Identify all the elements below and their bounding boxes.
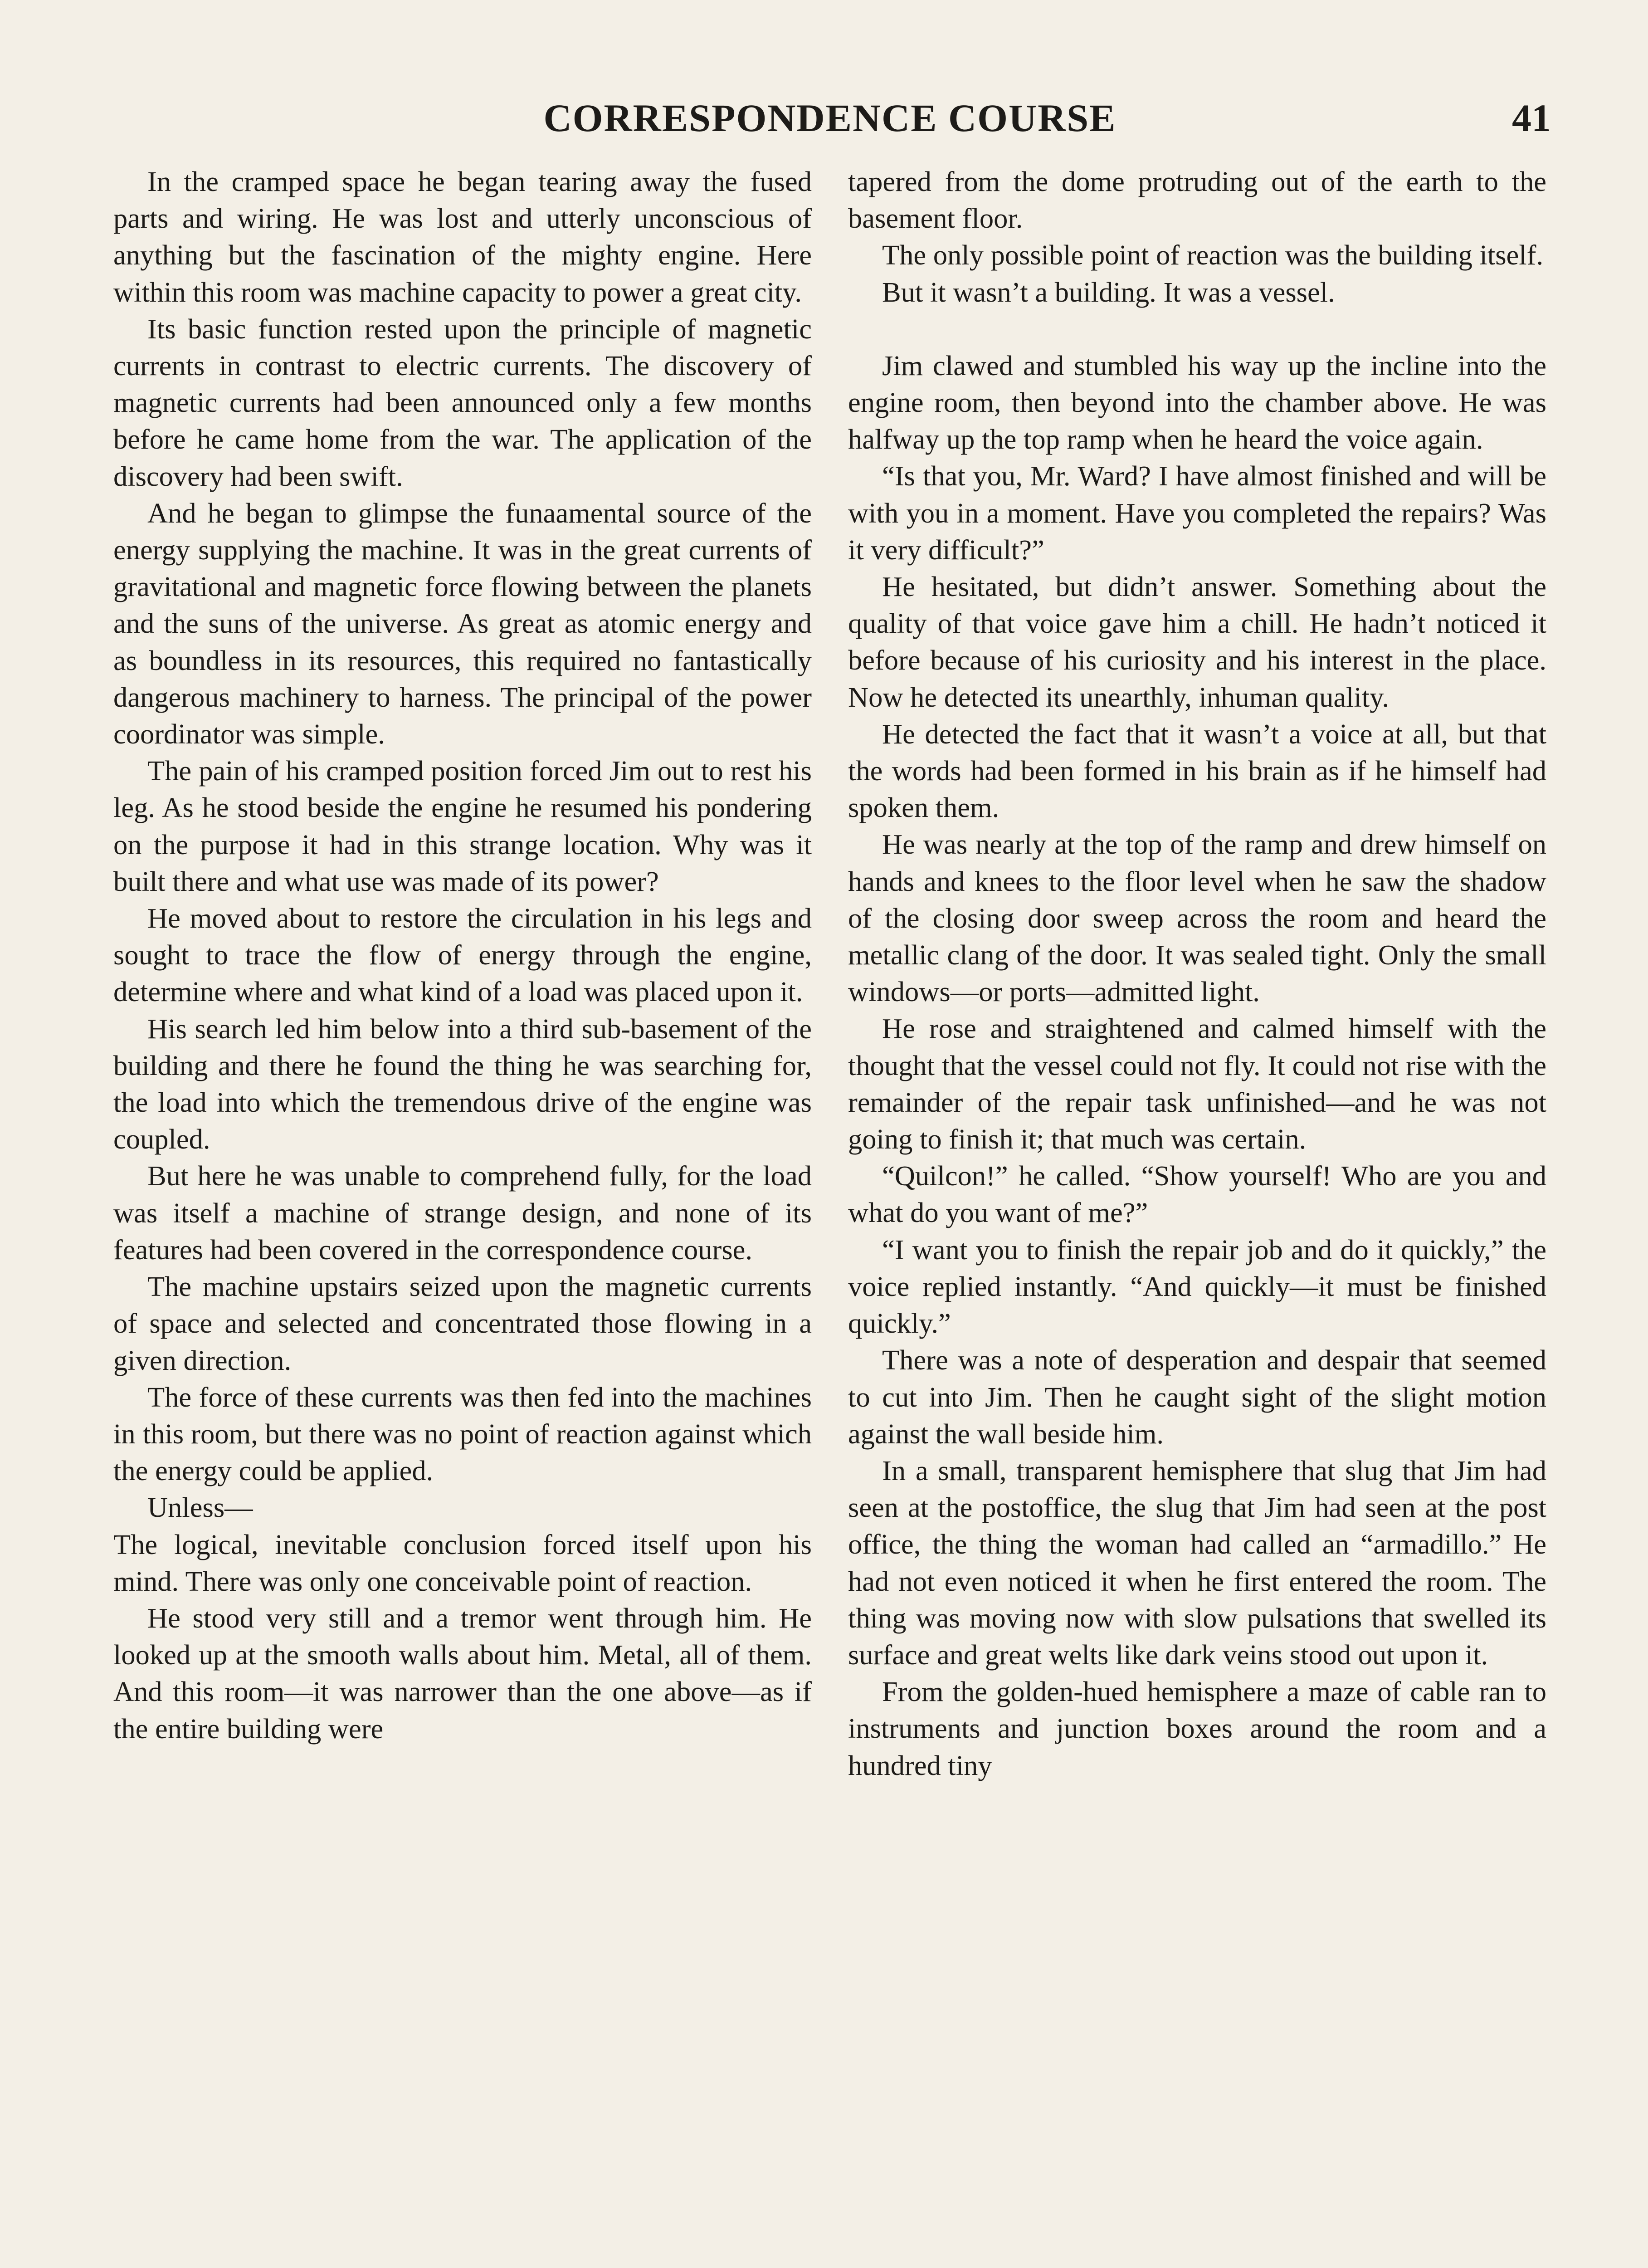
paragraph: But here he was unable to comprehend fully, for the load was itself a machine of strange design, and none of its features had been covered in the correspondence course.: [113, 1160, 812, 1266]
paragraph: He was nearly at the top of the ramp and drew himself on hands and knees to the floor level when he saw the shadow of the closing door sweep across the room and heard the metallic clang of the door. It was sealed tight. Only the small windows—or ports—admitted light.: [848, 828, 1546, 1008]
paragraph: But it wasn’t a building. It was a vessel.: [882, 276, 1335, 308]
paragraph: Jim clawed and stumbled his way up the incline into the engine room, then beyond into the chamber above. He was halfway up the top ramp when he heard the voice again.: [848, 349, 1546, 455]
paragraph: The force of these currents was then fed into the machines in this room, but there was no point of reaction against which the energy could be applied.: [113, 1381, 812, 1487]
paragraph: The logical, inevitable conclusion forced itself upon his mind. There was only one conceivable point of reaction.: [113, 1528, 812, 1597]
right-column: [848, 163, 1546, 1784]
paragraph: He stood very still and a tremor went through him. He looked up at the smooth walls about him. Metal, all of them. And this room—it was narrower than the one above—as if the entire building were: [113, 1602, 812, 1745]
paragraph: In the cramped space he began tearing away the fused parts and wiring. He was lost and utterly unconscious of anything but the fascination of the mighty engine. Here within this room was machine capacity to power a great city.: [113, 166, 812, 308]
page-header: [109, 93, 1551, 147]
paragraph: tapered from the dome protruding out of the earth to the basement floor.: [848, 166, 1546, 235]
paragraph: He hesitated, but didn’t answer. Something about the quality of that voice gave him a chill. He hadn’t noticed it before because of his curiosity and his interest in the place. Now he detected its unearthly, inhuman quality.: [848, 571, 1546, 713]
paragraph: Its basic function rested upon the principle of magnetic currents in contrast to electric currents. The discovery of magnetic currents had been announced only a few months before he came home from the war. The application of the discovery had been swift.: [113, 313, 812, 492]
paragraph: The pain of his cramped position forced Jim out to rest his leg. As he stood beside the engine he resumed his pondering on the purpose it had in this strange location. Why was it built there and what use was made of its power?: [113, 755, 812, 897]
paragraph: There was a note of desperation and despair that seemed to cut into Jim. Then he caught sight of the slight motion against the wall beside him.: [848, 1344, 1546, 1450]
paragraph: In a small, transparent hemisphere that slug that Jim had seen at the postoffice, the slug that Jim had seen at the post office, the thing the woman had called an “armadillo.” He had not even noticed it when he first entered the room. The thing was moving now with slow pulsations that swelled its surface and great welts like dark veins stood out upon it.: [848, 1454, 1546, 1671]
paragraph: The machine upstairs seized upon the magnetic currents of space and selected and concentrated those flowing in a given direction.: [113, 1271, 812, 1376]
paragraph: Unless—: [147, 1491, 253, 1524]
paragraph: He detected the fact that it wasn’t a voice at all, but that the words had been formed in his brain as if he himself had spoken them.: [848, 718, 1546, 824]
paragraph: The only possible point of reaction was the building itself.: [882, 239, 1544, 271]
paragraph: His search led him below into a third sub-basement of the building and there he found the thing he was searching for, the load into which the tremendous drive of the engine was coupled.: [113, 1012, 812, 1155]
paragraph: And he began to glimpse the funaamental source of the energy supplying the machine. It was in the great currents of gravitational and magnetic force flowing between the planets and the suns of the universe. As great as atomic energy and as boundless in its resources, this required no fantastically dangerous machinery to harness. The principal of the power coordinator was simple.: [113, 497, 812, 750]
running-title: CORRESPONDENCE COURSE: [543, 96, 1117, 140]
paragraph: From the golden-hued hemisphere a maze of cable ran to instruments and junction boxes around the room and a hundred tiny: [848, 1676, 1546, 1781]
paragraph: “Is that you, Mr. Ward? I have almost finished and will be with you in a moment. Have you completed the repairs? Was it very difficult?”: [848, 460, 1546, 566]
paragraph: He rose and straightened and calmed himself with the thought that the vessel could not fly. It could not rise with the remainder of the repair task unfinished—and he was not going to finish it; that much was certain.: [848, 1012, 1546, 1155]
left-column: [113, 163, 812, 1747]
page-number: 41: [1512, 96, 1551, 140]
paragraph: “Quilcon!” he called. “Show yourself! Who are you and what do you want of me?”: [848, 1160, 1546, 1229]
paragraph: He moved about to restore the circulation in his legs and sought to trace the flow of energy through the engine, determine where and what kind of a load was placed upon it.: [113, 902, 812, 1008]
paragraph: “I want you to finish the repair job and do it quickly,” the voice replied instantly. “And quickly—it must be finished quickly.”: [848, 1233, 1546, 1339]
